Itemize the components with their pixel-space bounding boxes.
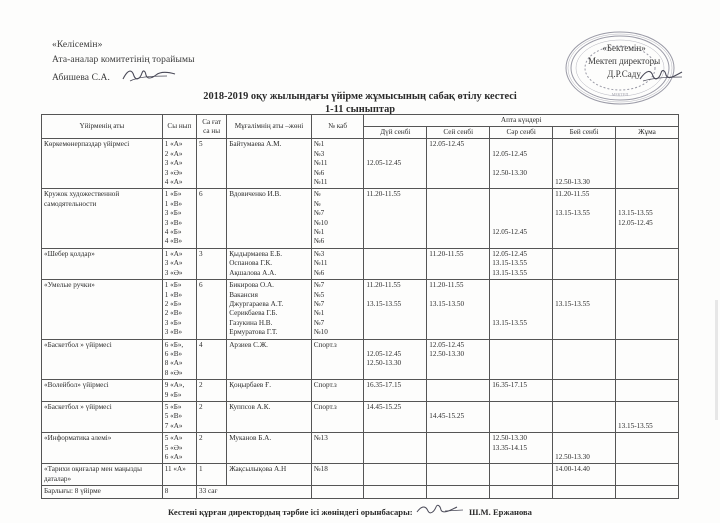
cell-thursday (553, 401, 616, 432)
cell-friday: 13.15-13.55 (616, 401, 679, 432)
table-body (42, 139, 679, 498)
cell-thursday: 11.20-11.55 13.15-13.55 (553, 189, 616, 248)
total-hours: 33 сағ (197, 486, 312, 498)
cell-tuesday (427, 189, 490, 248)
cell-monday (364, 433, 427, 464)
cell-teacher: Байтумаева А.М. (227, 139, 312, 189)
th-room: № каб (311, 115, 364, 139)
signature-left-icon (120, 67, 178, 81)
cell-hours: 6 (197, 280, 227, 339)
cell-teacher: Муканов Б.А. (227, 433, 312, 464)
table-row (42, 464, 679, 486)
signature-footer-icon (415, 503, 467, 517)
cell-wednesday: 12.05-12.45 13.15-13.55 13.15-13.55 (490, 248, 553, 279)
th-hours: Са ғат са ны (197, 115, 227, 139)
cell-hours: 3 (197, 248, 227, 279)
cell-tuesday: 12.05-12.45 (427, 139, 490, 189)
page-title (0, 90, 720, 116)
title-line-2: 1-11 сыныптар (324, 104, 396, 115)
cell-tuesday: 12.05-12.45 12.50-13.30 (427, 339, 490, 380)
cell-friday (616, 139, 679, 189)
cell-classes: 1 «Б» 1 «В» 3 «Б» 3 «В» 4 «Б» 4 «В» (162, 189, 196, 248)
cell-club-name: Кружок художественной самодятельности (42, 189, 163, 248)
approval-left-role: Ата-аналар комитетінің торайымы (52, 54, 195, 65)
cell-monday (364, 248, 427, 279)
cell-classes: 1 «А» 3 «А» 3 «Ә» (162, 248, 196, 279)
cell-room: №13 (311, 433, 364, 464)
cell-room: Спорт.з (311, 339, 364, 380)
table-row (42, 401, 679, 432)
cell-hours: 2 (197, 401, 227, 432)
approval-right-person: Д.Р.Саду (607, 69, 641, 79)
cell-classes: 11 «А» (162, 464, 196, 486)
cell-hours: 5 (197, 139, 227, 189)
cell-club-name: «Баскетбол » үйірмесі (42, 339, 163, 380)
cell-room: Спорт.з (311, 380, 364, 402)
cell-tuesday (427, 380, 490, 402)
cell-friday (616, 380, 679, 402)
page-edge-shadow (715, 300, 718, 420)
cell-wednesday: 16.35-17.15 (490, 380, 553, 402)
cell-thursday: 12.50-13.30 (553, 433, 616, 464)
th-day-thu: Бей сенбі (553, 127, 616, 139)
table-row (42, 248, 679, 279)
cell-monday (364, 464, 427, 486)
cell-friday (616, 339, 679, 380)
total-blank-thu (553, 486, 616, 498)
cell-room: №1 №3 №11 №6 №11 (311, 139, 364, 189)
total-blank-wed (490, 486, 553, 498)
cell-teacher: Арзиев С.Ж. (227, 339, 312, 380)
cell-tuesday: 11.20-11.55 (427, 248, 490, 279)
cell-teacher: Қыдырмаева Е.Б. Оспанова Г.К. Ақшалова А.А. (227, 248, 312, 279)
cell-hours: 6 (197, 189, 227, 248)
header-row-1 (42, 115, 679, 127)
th-day-wed: Сәр сенбі (490, 127, 553, 139)
table-row (42, 380, 679, 402)
cell-room: №7 №5 №7 №1 №7 №10 (311, 280, 364, 339)
cell-hours: 1 (197, 464, 227, 486)
approval-right-word: «Бектемін» (602, 43, 646, 53)
total-blank-room (311, 486, 364, 498)
table-row (42, 280, 679, 339)
cell-hours: 2 (197, 433, 227, 464)
cell-friday (616, 433, 679, 464)
cell-wednesday: 13.15-13.55 (490, 280, 553, 339)
footer-person: Ш.М. Ержанова (468, 507, 532, 517)
table-row (42, 339, 679, 380)
cell-room: № № №7 №10 №1 №6 (311, 189, 364, 248)
footer-text: Кестені құрған директордың тәрбие ісі жөніндегі орынбасары: (168, 507, 413, 517)
approval-right-role: Мектеп директоры (588, 56, 661, 66)
signature-right-icon (638, 66, 684, 89)
cell-classes: 5 «Б» 5 «В» 7 «А» (162, 401, 196, 432)
schedule-table (41, 114, 679, 499)
cell-thursday: 13.15-13.55 (553, 280, 616, 339)
cell-wednesday: 12.05-12.45 (490, 189, 553, 248)
cell-room: Спорт.з (311, 401, 364, 432)
total-blank-mon (364, 486, 427, 498)
cell-club-name: «Тарихи оқиғалар мен маңызды даталар» (42, 464, 163, 486)
cell-thursday (553, 248, 616, 279)
cell-club-name: «Шебер қолдар» (42, 248, 163, 279)
cell-friday (616, 248, 679, 279)
th-class: Сы нып (162, 115, 196, 139)
cell-wednesday: 12.50-13.30 13.35-14.15 (490, 433, 553, 464)
cell-hours: 4 (197, 339, 227, 380)
cell-wednesday (490, 339, 553, 380)
cell-room: №3 №11 №6 (311, 248, 364, 279)
cell-teacher: Вдовиченко И.В. (227, 189, 312, 248)
table-head (42, 115, 679, 139)
cell-thursday: 12.50-13.30 (553, 139, 616, 189)
cell-thursday: 14.00-14.40 (553, 464, 616, 486)
cell-monday: 16.35-17.15 (364, 380, 427, 402)
cell-teacher: Куппсов А.К. (227, 401, 312, 432)
cell-monday: 12.05-12.45 12.50-13.30 (364, 339, 427, 380)
cell-classes: 1 «А» 2 «А» 3 «А» 3 «Ә» 4 «А» (162, 139, 196, 189)
th-name: Үйірменің аты (42, 115, 163, 139)
cell-wednesday (490, 401, 553, 432)
cell-club-name: Көркемөнерпаздар үйірмесі (42, 139, 163, 189)
table-total-row (42, 486, 679, 498)
th-teacher: Мұғалімнің аты –жөні (227, 115, 312, 139)
cell-wednesday: 12.05-12.45 12.50-13.30 (490, 139, 553, 189)
th-day-mon: Дүй сенбі (364, 127, 427, 139)
cell-classes: 6 «Б», 6 «В» 8 «А» 8 «Ә» (162, 339, 196, 380)
cell-monday: 12.05-12.45 (364, 139, 427, 189)
cell-teacher: Жақсылықова А.Н (227, 464, 312, 486)
cell-monday: 11.20-11.55 (364, 189, 427, 248)
cell-club-name: «Баскетбол » үйірмесі (42, 401, 163, 432)
cell-classes: 5 «А» 5 «Ә» 6 «А» (162, 433, 196, 464)
table-row (42, 433, 679, 464)
th-day-tue: Сей сенбі (427, 127, 490, 139)
approval-left-person: Абишева С.А. (52, 73, 110, 83)
table-row (42, 189, 679, 248)
svg-text:МЕКТЕП: МЕКТЕП (611, 92, 629, 97)
cell-thursday (553, 339, 616, 380)
cell-club-name: «Волейбол» үйірмесі (42, 380, 163, 402)
cell-friday: 13.15-13.55 12.05-12.45 (616, 189, 679, 248)
cell-monday: 11.20-11.55 13.15-13.55 (364, 280, 427, 339)
footer-signature-line (168, 503, 532, 517)
cell-room: №18 (311, 464, 364, 486)
table-row (42, 139, 679, 189)
cell-wednesday (490, 464, 553, 486)
total-blank-tue (427, 486, 490, 498)
total-count: 8 (162, 486, 196, 498)
title-line-1: 2018-2019 оқу жылындағы үйірме жұмысының сабақ өтілу кестесі (203, 91, 517, 102)
cell-classes: 9 «А», 9 «Б» (162, 380, 196, 402)
cell-tuesday: 14.45-15.25 (427, 401, 490, 432)
th-week: Апта күндері (364, 115, 679, 127)
cell-friday (616, 464, 679, 486)
cell-tuesday: 11.20-11.55 13.15-13.50 (427, 280, 490, 339)
cell-teacher: Бикирова О.А. Вакансия Джургараева А.Т. Серикбаева Г.Б. Газукина Н.В. Ермуратова Г.Т. (227, 280, 312, 339)
cell-thursday (553, 380, 616, 402)
cell-hours: 2 (197, 380, 227, 402)
th-day-fri: Жұма (616, 127, 679, 139)
cell-tuesday (427, 433, 490, 464)
cell-friday (616, 280, 679, 339)
cell-club-name: «Информатика әлемі» (42, 433, 163, 464)
approval-left-block (52, 38, 195, 86)
total-label: Барлығы: 8 үйірме (42, 486, 163, 498)
cell-club-name: «Умелые ручки» (42, 280, 163, 339)
total-blank-fri (616, 486, 679, 498)
approval-left-word: «Келісемін» (52, 40, 103, 50)
cell-teacher: Қоңырбаев Ғ. (227, 380, 312, 402)
cell-monday: 14.45-15.25 (364, 401, 427, 432)
cell-classes: 1 «Б» 1 «В» 2 «Б» 2 «В» 3 «Б» 3 «В» (162, 280, 196, 339)
cell-tuesday (427, 464, 490, 486)
